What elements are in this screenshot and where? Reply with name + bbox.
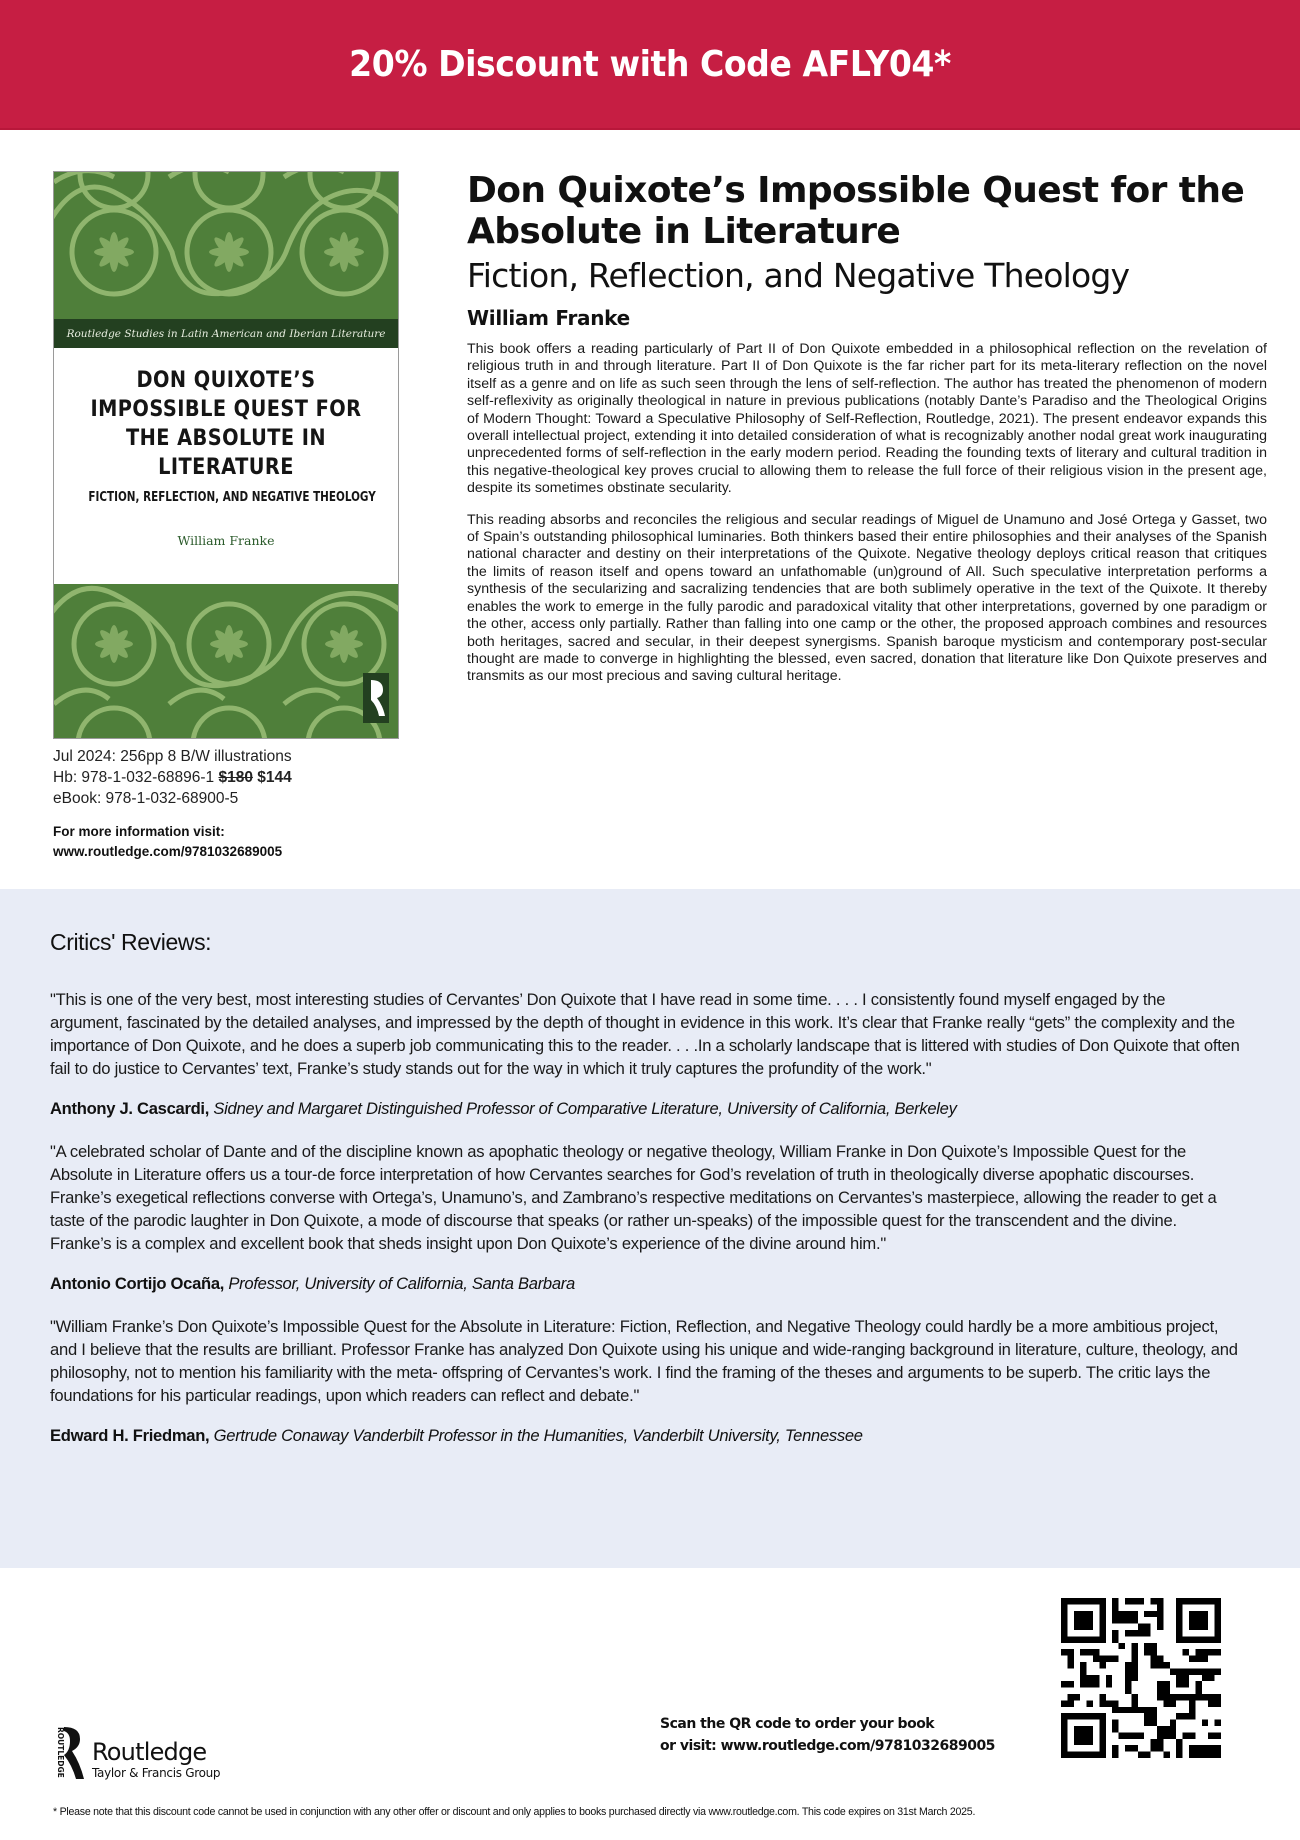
review-quote: "William Franke’s Don Quixote’s Impossible Quest for the Absolute in Literature: Fiction, Reflection, and Negative Theology could hardly be a more ambitious project, and I believe that the results are brilliant. Professor Franke has analyzed Don Quixote using his unique and wide-ranging background in literature, culture, theology, and philosophy, not to mention his familiarity with the meta- offspring of Cervantes’s work. I find the framing of the theses and arguments to be superb. The critic lays the foundations for his particular readings, upon which readers can reflect and debate." bbox=[50, 1317, 1238, 1405]
logo-name: Routledge bbox=[92, 1738, 207, 1766]
qr-code-icon[interactable] bbox=[1061, 1598, 1221, 1758]
book-meta bbox=[53, 746, 413, 809]
discount-banner-text: 20% Discount with Code AFLY04* bbox=[349, 43, 951, 85]
reviewer-name: Edward H. Friedman, bbox=[50, 1426, 210, 1445]
reviewer-name: Antonio Cortijo Ocaña, bbox=[50, 1274, 225, 1293]
more-info-label: For more information visit: bbox=[53, 824, 225, 839]
cover-routledge-logo-icon bbox=[363, 673, 389, 723]
review-attribution bbox=[50, 1273, 1240, 1295]
cover-pattern-bottom bbox=[54, 584, 398, 739]
cover-title: DON QUIXOTE’S IMPOSSIBLE QUEST FOR THE ABSOLUTE IN LITERATURE bbox=[90, 368, 362, 480]
reviewer-role: Gertrude Conaway Vanderbilt Professor in the Humanities, Vanderbilt University, Tennessee bbox=[213, 1426, 863, 1445]
discount-banner bbox=[0, 0, 1300, 130]
cover-series-text: Routledge Studies in Latin American and Iberian Literature bbox=[66, 327, 386, 340]
cover-subtitle: FICTION, REFLECTION, AND NEGATIVE THEOLOGY bbox=[88, 490, 376, 505]
routledge-logo bbox=[50, 1725, 220, 1781]
more-info bbox=[53, 822, 282, 862]
routledge-r-icon bbox=[50, 1725, 86, 1781]
discount-price: $144 bbox=[257, 769, 292, 786]
hardback-isbn: Hb: 978-1-032-68896-1 bbox=[53, 769, 215, 786]
hardback-line bbox=[53, 767, 413, 788]
review-quote: "A celebrated scholar of Dante and of the discipline known as apophatic theology or negative theology, William Franke in Don Quixote’s Impossible Quest for the Absolute in Literature offers us a tour-de force interpretation of how Cervantes searches for God’s revelation of truth in theologically diverse apophatic discourses. Franke’s exegetical reflections converse with Ortega’s, Unamuno’s, and Zambrano’s respective meditations on Cervantes’s masterpiece, allowing the reader to get a taste of the parodic laughter in Don Quixote, a mode of discourse that speaks (or rather un-speaks) of the impossible quest for the transcendent and the divine. Franke’s is a complex and excellent book that sheds insight upon Don Quixote’s experience of the divine around him." bbox=[50, 1142, 1217, 1253]
review-attribution bbox=[50, 1425, 1240, 1447]
old-price: $180 bbox=[218, 769, 253, 786]
more-info-link[interactable]: www.routledge.com/9781032689005 bbox=[53, 844, 283, 859]
description-paragraph: This reading absorbs and reconciles the religious and secular readings of Miguel de Unamuno and José Ortega y Gasset, two of Spain’s outstanding philosophical luminaries. Both thinkers based their entire philosophies and their analyses of the Spanish national character and destiny on their interpretations of the Quixote. Negative theology deploys critical reason that critiques the limits of reason itself and opens toward an unfathomable (un)ground of All. Such speculative interpretation performs a synthesis of the secularizing and sacralizing tendencies that are both sublimely operative in the text of the Quixote. It thereby enables the work to emerge in the fully parodic and paradoxical vitality that other interpretations, governed by one paradigm or the other, access only partially. Rather than falling into one camp or the other, the proposed approach combines and resources both heritages, sacred and secular, in their deepest synergisms. Spanish baroque mysticism and contemporary post-secular thought are made to converge in highlighting the blessed, even sacred, donation that literature like Don Quixote preserves and transmits as our most precious and saving cultural heritage. bbox=[467, 511, 1267, 685]
book-subtitle: Fiction, Reflection, and Negative Theology bbox=[467, 256, 1130, 295]
book-details bbox=[467, 170, 1267, 686]
logo-vertical-text: ROUTLEDGE bbox=[56, 1727, 65, 1778]
ornament-pattern-icon bbox=[54, 172, 398, 319]
publication-details: Jul 2024: 256pp 8 B/W illustrations bbox=[53, 748, 292, 765]
reviews-section bbox=[0, 889, 1300, 1568]
book-title: Don Quixote’s Impossible Quest for the Absolute in Literature bbox=[467, 170, 1245, 252]
reviewer-role: Professor, University of California, Santa Barbara bbox=[228, 1274, 575, 1293]
reviews-heading: Critics' Reviews: bbox=[50, 929, 212, 955]
ornament-pattern-icon bbox=[54, 584, 398, 739]
scan-line-2[interactable]: or visit: www.routledge.com/9781032689005 bbox=[660, 1738, 995, 1754]
book-author: William Franke bbox=[467, 306, 630, 330]
book-cover bbox=[53, 171, 399, 739]
description-paragraph: This book offers a reading particularly of Part II of Don Quixote embedded in a philosophical reflection on the revelation of religious truth in and through literature. Part II of Don Quixote is the far richer part for its meta-literary reflection on the novel itself as a genre and on life as such seen through the lens of self-reflection. The author has treated the phenomenon of modern self-reflexivity as originally theological in nature in previous publications (notably Dante’s Paradiso and the Theological Origins of Modern Thought: Toward a Speculative Philosophy of Self-Reflection, Routledge, 2021). The present endeavor expands this overall intellectual project, extending it into detailed consideration of what is recognizably another nodal great work inaugurating unprecedented forms of self-reflection in the early modern period. Reading the founding texts of literary and cultural tradition in this negative-theological key proves crucial to allowing them to release the full force of their religious vision in the present age, despite its sometimes obstinate secularity. bbox=[467, 341, 1267, 497]
cover-title-panel bbox=[54, 348, 398, 584]
review-attribution bbox=[50, 1098, 1240, 1120]
reviewer-name: Anthony J. Cascardi, bbox=[50, 1099, 210, 1118]
reviewer-role: Sidney and Margaret Distinguished Professor of Comparative Literature, University of California, Berkeley bbox=[213, 1099, 957, 1118]
scan-instructions bbox=[660, 1713, 995, 1757]
book-description bbox=[467, 341, 1267, 686]
routledge-r-icon bbox=[365, 676, 387, 720]
cover-series-band bbox=[54, 319, 398, 348]
review-quote: "This is one of the very best, most interesting studies of Cervantes’ Don Quixote that I have read in some time. . . . I consistently found myself engaged by the argument, fascinated by the detailed analyses, and impressed by the depth of thought in evidence in this work. It’s clear that Franke really “gets” the complexity and the importance of Don Quixote, and he does a superb job communicating this to the reader. . . .In a scholarly landscape that is littered with studies of Don Quixote that often fail to do justice to Cervantes’ text, Franke’s study stands out for the way in which it truly captures the profundity of the work." bbox=[50, 990, 1240, 1078]
cover-pattern-top bbox=[54, 172, 398, 319]
ebook-isbn: eBook: 978-1-032-68900-5 bbox=[53, 790, 239, 807]
cover-author: William Franke bbox=[177, 533, 275, 548]
logo-subtitle: Taylor & Francis Group bbox=[92, 1766, 221, 1780]
scan-line-1: Scan the QR code to order your book bbox=[660, 1716, 935, 1732]
discount-disclaimer: * Please note that this discount code cannot be used in conjunction with any other offer or discount and only applies to books purchased directly via www.routledge.com. This code expires on 31st March 2025. bbox=[53, 1806, 976, 1818]
